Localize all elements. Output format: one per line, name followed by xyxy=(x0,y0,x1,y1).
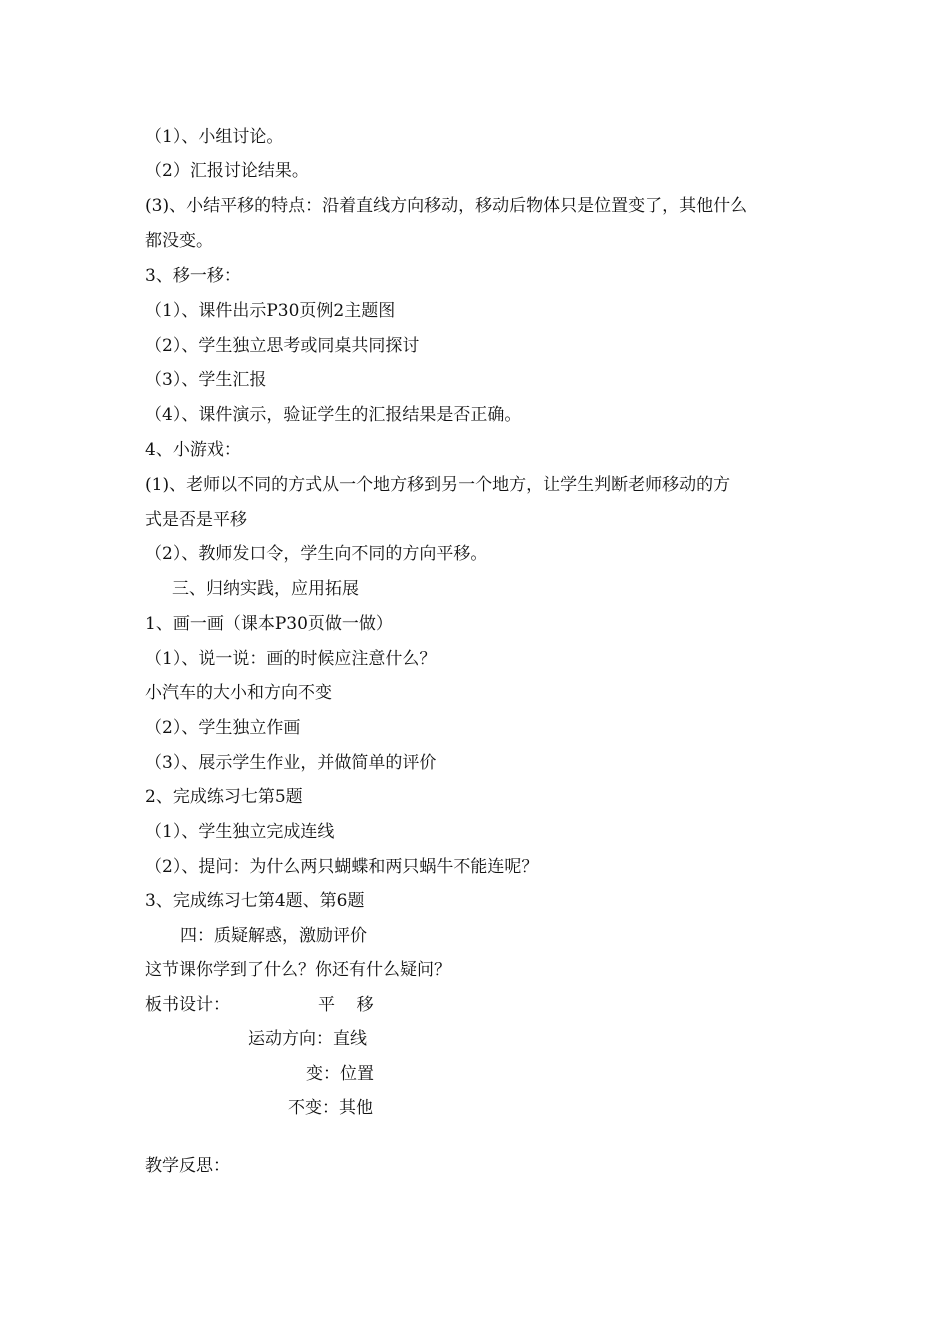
text-line: (3)、小结平移的特点：沿着直线方向移动，移动后物体只是位置变了，其他什么 xyxy=(145,196,748,216)
text-line: （2）、教师发口令，学生向不同的方向平移。 xyxy=(145,544,488,564)
board-title: 平 移 xyxy=(318,995,374,1015)
text-line: （2）、提问：为什么两只蝴蝶和两只蜗牛不能连呢？ xyxy=(145,857,539,877)
text-line: 3、移一移： xyxy=(145,266,241,286)
text-line: 式是否是平移 xyxy=(145,510,247,530)
board-design-label: 板书设计： xyxy=(145,995,230,1015)
text-line: （1）、学生独立完成连线 xyxy=(145,822,335,842)
text-line: （1）、课件出示P30页例2主题图 xyxy=(145,301,396,321)
board-row-change: 变：位置 xyxy=(306,1064,374,1084)
text-line: 这节课你学到了什么？你还有什么疑问？ xyxy=(145,960,451,980)
text-line: 都没变。 xyxy=(145,231,213,251)
text-line: （4）、课件演示，验证学生的汇报结果是否正确。 xyxy=(145,405,522,425)
reflection-label: 教学反思： xyxy=(145,1156,230,1176)
text-line: （1）、小组讨论。 xyxy=(145,127,284,147)
text-line: （1）、说一说：画的时候应注意什么？ xyxy=(145,649,437,669)
text-line: （3）、学生汇报 xyxy=(145,370,267,390)
text-line: （3）、展示学生作业，并做简单的评价 xyxy=(145,753,437,773)
text-line: 1、画一画（课本P30页做一做） xyxy=(145,614,393,634)
board-row-nochange: 不变：其他 xyxy=(288,1098,373,1118)
text-line: （2）、学生独立作画 xyxy=(145,718,301,738)
text-line: 3、完成练习七第4题、第6题 xyxy=(145,891,365,911)
text-line: 4、小游戏： xyxy=(145,440,241,460)
text-line: 2、完成练习七第5题 xyxy=(145,787,303,807)
text-line: （2）、学生独立思考或同桌共同探讨 xyxy=(145,336,420,356)
text-line: 小汽车的大小和方向不变 xyxy=(145,683,332,703)
section-heading: 三、归纳实践，应用拓展 xyxy=(172,579,359,599)
text-line: (1)、老师以不同的方式从一个地方移到另一个地方，让学生判断老师移动的方 xyxy=(145,475,731,495)
board-row-direction: 运动方向：直线 xyxy=(248,1029,367,1049)
section-heading: 四：质疑解惑，激励评价 xyxy=(180,926,367,946)
text-line: （2）汇报讨论结果。 xyxy=(145,161,309,181)
